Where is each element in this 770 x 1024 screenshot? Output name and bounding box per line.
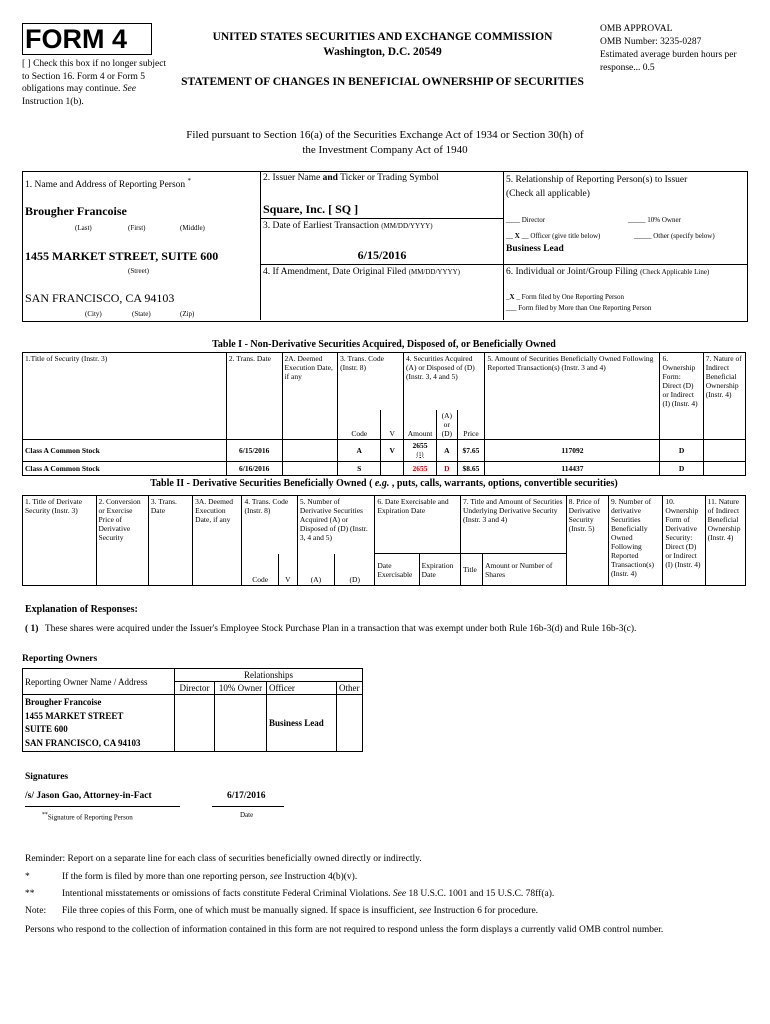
signature-label: **Signature of Reporting Person <box>42 812 133 822</box>
t1-r1-owned: 117092 <box>485 439 660 461</box>
reporting-owners-table <box>22 668 363 752</box>
t1-r2-date: 6/16/2016 <box>226 461 282 475</box>
footnote-1-text: These shares were acquired under the Issuer's Employee Stock Purchase Plan in a transaction that was exempt under both Rule 16b-3(d) and Rule 16b-3(c). <box>44 624 637 634</box>
t2-title: Title <box>460 554 482 586</box>
ro-owner-address: Brougher Francoise 1455 MARKET STREET SUITE 600 SAN FRANCISCO, CA 94103 <box>23 695 175 752</box>
omb-box: OMB APPROVAL OMB Number: 3235-0287 Estimated average burden hours per response... 0.5 <box>600 24 737 73</box>
ro-officer-cell: Business Lead <box>267 695 337 752</box>
ro-other-header: Other <box>337 682 363 695</box>
table-row <box>23 439 746 461</box>
t1-r1-title: Class A Common Stock <box>23 439 227 461</box>
officer-checkbox[interactable]: __ X __ Officer (give title below) <box>506 232 601 240</box>
table2-title: Table II - Derivative Securities Beneficially Owned ( e.g. , puts, calls, warrants, options, convertible securities) <box>150 478 618 489</box>
t2-h3: 3. Trans. Date <box>148 496 192 586</box>
reporting-person-name: Brougher Francoise <box>25 204 127 218</box>
t1-code: Code <box>338 410 381 440</box>
filed-pursuant: Filed pursuant to Section 16(a) of the Securities Exchange Act of 1934 or Section 30(h) of the Investment Company Act of 1940 <box>186 129 584 156</box>
t1-v: V <box>381 410 404 440</box>
date-line <box>212 806 284 807</box>
director-checkbox[interactable]: ____ Director <box>506 216 546 224</box>
note-text: File three copies of this Form, one of which must be manually signed. If space is insufficient, see Instruction 6 for procedure. <box>62 906 539 916</box>
note-star-label: * <box>25 872 30 882</box>
last-label: (Last) <box>75 224 92 232</box>
t1-r1-nature <box>703 439 745 461</box>
t1-r1-price: $7.65 <box>457 439 485 461</box>
vline-1 <box>260 171 261 320</box>
footnote-link[interactable]: (1) <box>416 451 424 458</box>
vline-2 <box>503 171 504 320</box>
t1-r1-deemed <box>282 439 338 461</box>
box5-label: 5. Relationship of Reporting Person(s) to Issuer (Check all applicable) <box>506 175 688 199</box>
t2-h11: 11. Nature of Indirect Beneficial Ownership (Instr. 4) <box>705 496 745 586</box>
table-row <box>23 461 746 475</box>
t2-date-ex: Date Exercisable <box>375 554 419 586</box>
t1-r2-amount: 2655 <box>404 461 437 475</box>
form-title: FORM 4 <box>25 24 128 54</box>
t1-h5: 5. Amount of Securities Beneficially Owned Following Reported Transaction(s) (Instr. 3 and 4) <box>485 353 660 440</box>
t1-r2-price: $8.65 <box>457 461 485 475</box>
t2-h4: 4. Trans. Code (Instr. 8) <box>242 496 297 554</box>
note-star-text: If the form is filed by more than one reporting person, see Instruction 4(b)(v). <box>62 872 358 882</box>
signatures-heading: Signatures <box>25 772 69 782</box>
one-person-checkbox[interactable]: _X _ Form filed by One Reporting Person <box>506 293 625 301</box>
t1-r1-aord: A <box>437 439 458 461</box>
t2-exp: Expiration Date <box>419 554 460 586</box>
t1-r2-v <box>381 461 404 475</box>
t1-r2-nature <box>703 461 745 475</box>
ro-name-header: Reporting Owner Name / Address <box>23 669 175 695</box>
officer-title: Business Lead <box>506 244 564 254</box>
date-label: Date <box>240 811 254 819</box>
issuer-name: Square, Inc. [ SQ ] <box>263 202 359 216</box>
t1-h2: 2. Trans. Date <box>226 353 282 440</box>
state-label: (State) <box>132 310 151 318</box>
t1-r2-aord: D <box>437 461 458 475</box>
ro-ten-pct-cell <box>215 695 267 752</box>
other-checkbox[interactable]: _____ Other (specify below) <box>634 232 715 240</box>
t2-h2: 2. Conversion or Exercise Price of Derivative Security <box>96 496 148 586</box>
t2-h5: 5. Number of Derivative Securities Acquired (A) or Disposed of (D) (Instr. 3, 4 and 5) <box>297 496 375 554</box>
form-title-box <box>22 23 152 55</box>
footnote-1-label: ( 1) <box>25 624 39 634</box>
reminder: Reminder: Report on a separate line for each class of securities beneficially owned directly or indirectly. <box>25 854 422 864</box>
t1-r2-deemed <box>282 461 338 475</box>
agency-title: UNITED STATES SECURITIES AND EXCHANGE COMMISSION Washington, D.C. 20549 <box>212 31 553 58</box>
table2 <box>22 495 746 586</box>
box2-label: 2. Issuer Name and Ticker or Trading Symbol <box>263 173 439 183</box>
ro-director-header: Director <box>175 682 215 695</box>
t1-h2a: 2A. Deemed Execution Date, if any <box>282 353 338 440</box>
t1-r1-v: V <box>381 439 404 461</box>
ro-director-cell <box>175 695 215 752</box>
t1-price: Price <box>457 410 485 440</box>
t2-h7: 7. Title and Amount of Securities Underlying Derivative Security (Instr. 3 and 4) <box>460 496 566 554</box>
first-label: (First) <box>128 224 146 232</box>
box6-label: 6. Individual or Joint/Group Filing (Check Applicable Line) <box>506 267 710 277</box>
t2-h8: 8. Price of Derivative Security (Instr. 5) <box>566 496 608 586</box>
street-label: (Street) <box>128 267 149 275</box>
box1-label: 1. Name and Address of Reporting Person * <box>25 177 192 191</box>
box4-label: 4. If Amendment, Date Original Filed (MM/DD/YYYY) <box>263 267 460 277</box>
t1-r2-form: D <box>660 461 703 475</box>
t2-h1: 1. Title of Derivate Security (Instr. 3) <box>23 496 97 586</box>
t1-h3: 3. Trans. Code (Instr. 8) <box>338 353 404 410</box>
t2-amount: Amount or Number of Shares <box>483 554 567 586</box>
city-value: SAN FRANCISCO, CA 94103 <box>25 291 175 305</box>
signature-date: 6/17/2016 <box>227 791 266 801</box>
t1-h7: 7. Nature of Indirect Beneficial Ownership (Instr. 4) <box>703 353 745 440</box>
t1-h6: 6. Ownership Form: Direct (D) or Indirect (I) (Instr. 4) <box>660 353 703 440</box>
earliest-transaction-date: 6/15/2016 <box>357 248 407 262</box>
t1-r1-date: 6/15/2016 <box>226 439 282 461</box>
note-dstar-label: ** <box>25 889 35 899</box>
ro-relationships-header: Relationships <box>175 669 363 682</box>
middle-label: (Middle) <box>180 224 205 232</box>
signer-name: /s/ Jason Gao, Attorney-in-Fact <box>25 791 152 801</box>
reporting-owners-heading: Reporting Owners <box>22 654 98 664</box>
ro-officer-header: Officer <box>267 682 337 695</box>
table1 <box>22 352 746 476</box>
t1-h4: 4. Securities Acquired (A) or Disposed of (D) (Instr. 3, 4 and 5) <box>404 353 485 410</box>
t2-d: (D) <box>335 554 375 586</box>
city-label: (City) <box>85 310 102 318</box>
footnote-1 <box>25 624 745 634</box>
t1-aord: (A) or (D) <box>437 410 458 440</box>
t2-v: V <box>278 554 297 586</box>
table-row <box>23 695 363 752</box>
zip-label: (Zip) <box>180 310 195 318</box>
t1-r2-title: Class A Common Stock <box>23 461 227 475</box>
table1-title: Table I - Non-Derivative Securities Acquired, Disposed of, or Beneficially Owned <box>212 339 556 350</box>
t2-code: Code <box>242 554 278 586</box>
box3-label: 3. Date of Earliest Transaction (MM/DD/YYYY) <box>263 221 433 231</box>
ro-other-cell <box>337 695 363 752</box>
signer-line <box>25 806 180 807</box>
t1-r1-amount: 2655 (1) <box>404 439 437 461</box>
note-label: Note: <box>25 906 47 916</box>
t1-h1: 1.Title of Security (Instr. 3) <box>23 353 227 440</box>
t2-h3a: 3A. Deemed Execution Date, if any <box>193 496 242 586</box>
t1-amount: Amount <box>404 410 437 440</box>
t1-r2-owned: 114437 <box>485 461 660 475</box>
t1-r2-code: S <box>338 461 381 475</box>
check-box-notice: [ ] Check this box if no longer subject to Section 16. Form 4 or Form 5 obligations may continue. See Instruction 1(b). <box>22 59 167 107</box>
ten-pct-owner-checkbox[interactable]: _____ 10% Owner <box>628 216 681 224</box>
t1-r1-code: A <box>338 439 381 461</box>
t2-a: (A) <box>297 554 334 586</box>
t2-h9: 9. Number of derivative Securities Beneficially Owned Following Reported Transaction(s) (Instr. 4) <box>608 496 662 586</box>
omb-notice: Persons who respond to the collection of information contained in this form are not required to respond unless the form displays a currently valid OMB control number. <box>25 925 664 935</box>
t1-r1-form: D <box>660 439 703 461</box>
street-value: 1455 MARKET STREET, SUITE 600 <box>25 249 219 263</box>
t2-h10: 10. Ownership Form of Derivative Security: Direct (D) or Indirect (I) (Instr. 4) <box>663 496 705 586</box>
explanation-heading: Explanation of Responses: <box>25 604 138 615</box>
hline-box4 <box>260 264 747 265</box>
note-dstar-text: Intentional misstatements or omissions of facts constitute Federal Criminal Violations. See 18 U.S.C. 1001 and 15 U.S.C. 78ff(a). <box>62 889 555 899</box>
statement-title: STATEMENT OF CHANGES IN BENEFICIAL OWNERSHIP OF SECURITIES <box>181 76 584 88</box>
more-persons-checkbox[interactable]: ___ Form filed by More than One Reporting Person <box>506 304 652 312</box>
hline-box3 <box>260 218 504 219</box>
t2-h6: 6. Date Exercisable and Expiration Date <box>375 496 461 554</box>
ro-ten-pct-header: 10% Owner <box>215 682 267 695</box>
